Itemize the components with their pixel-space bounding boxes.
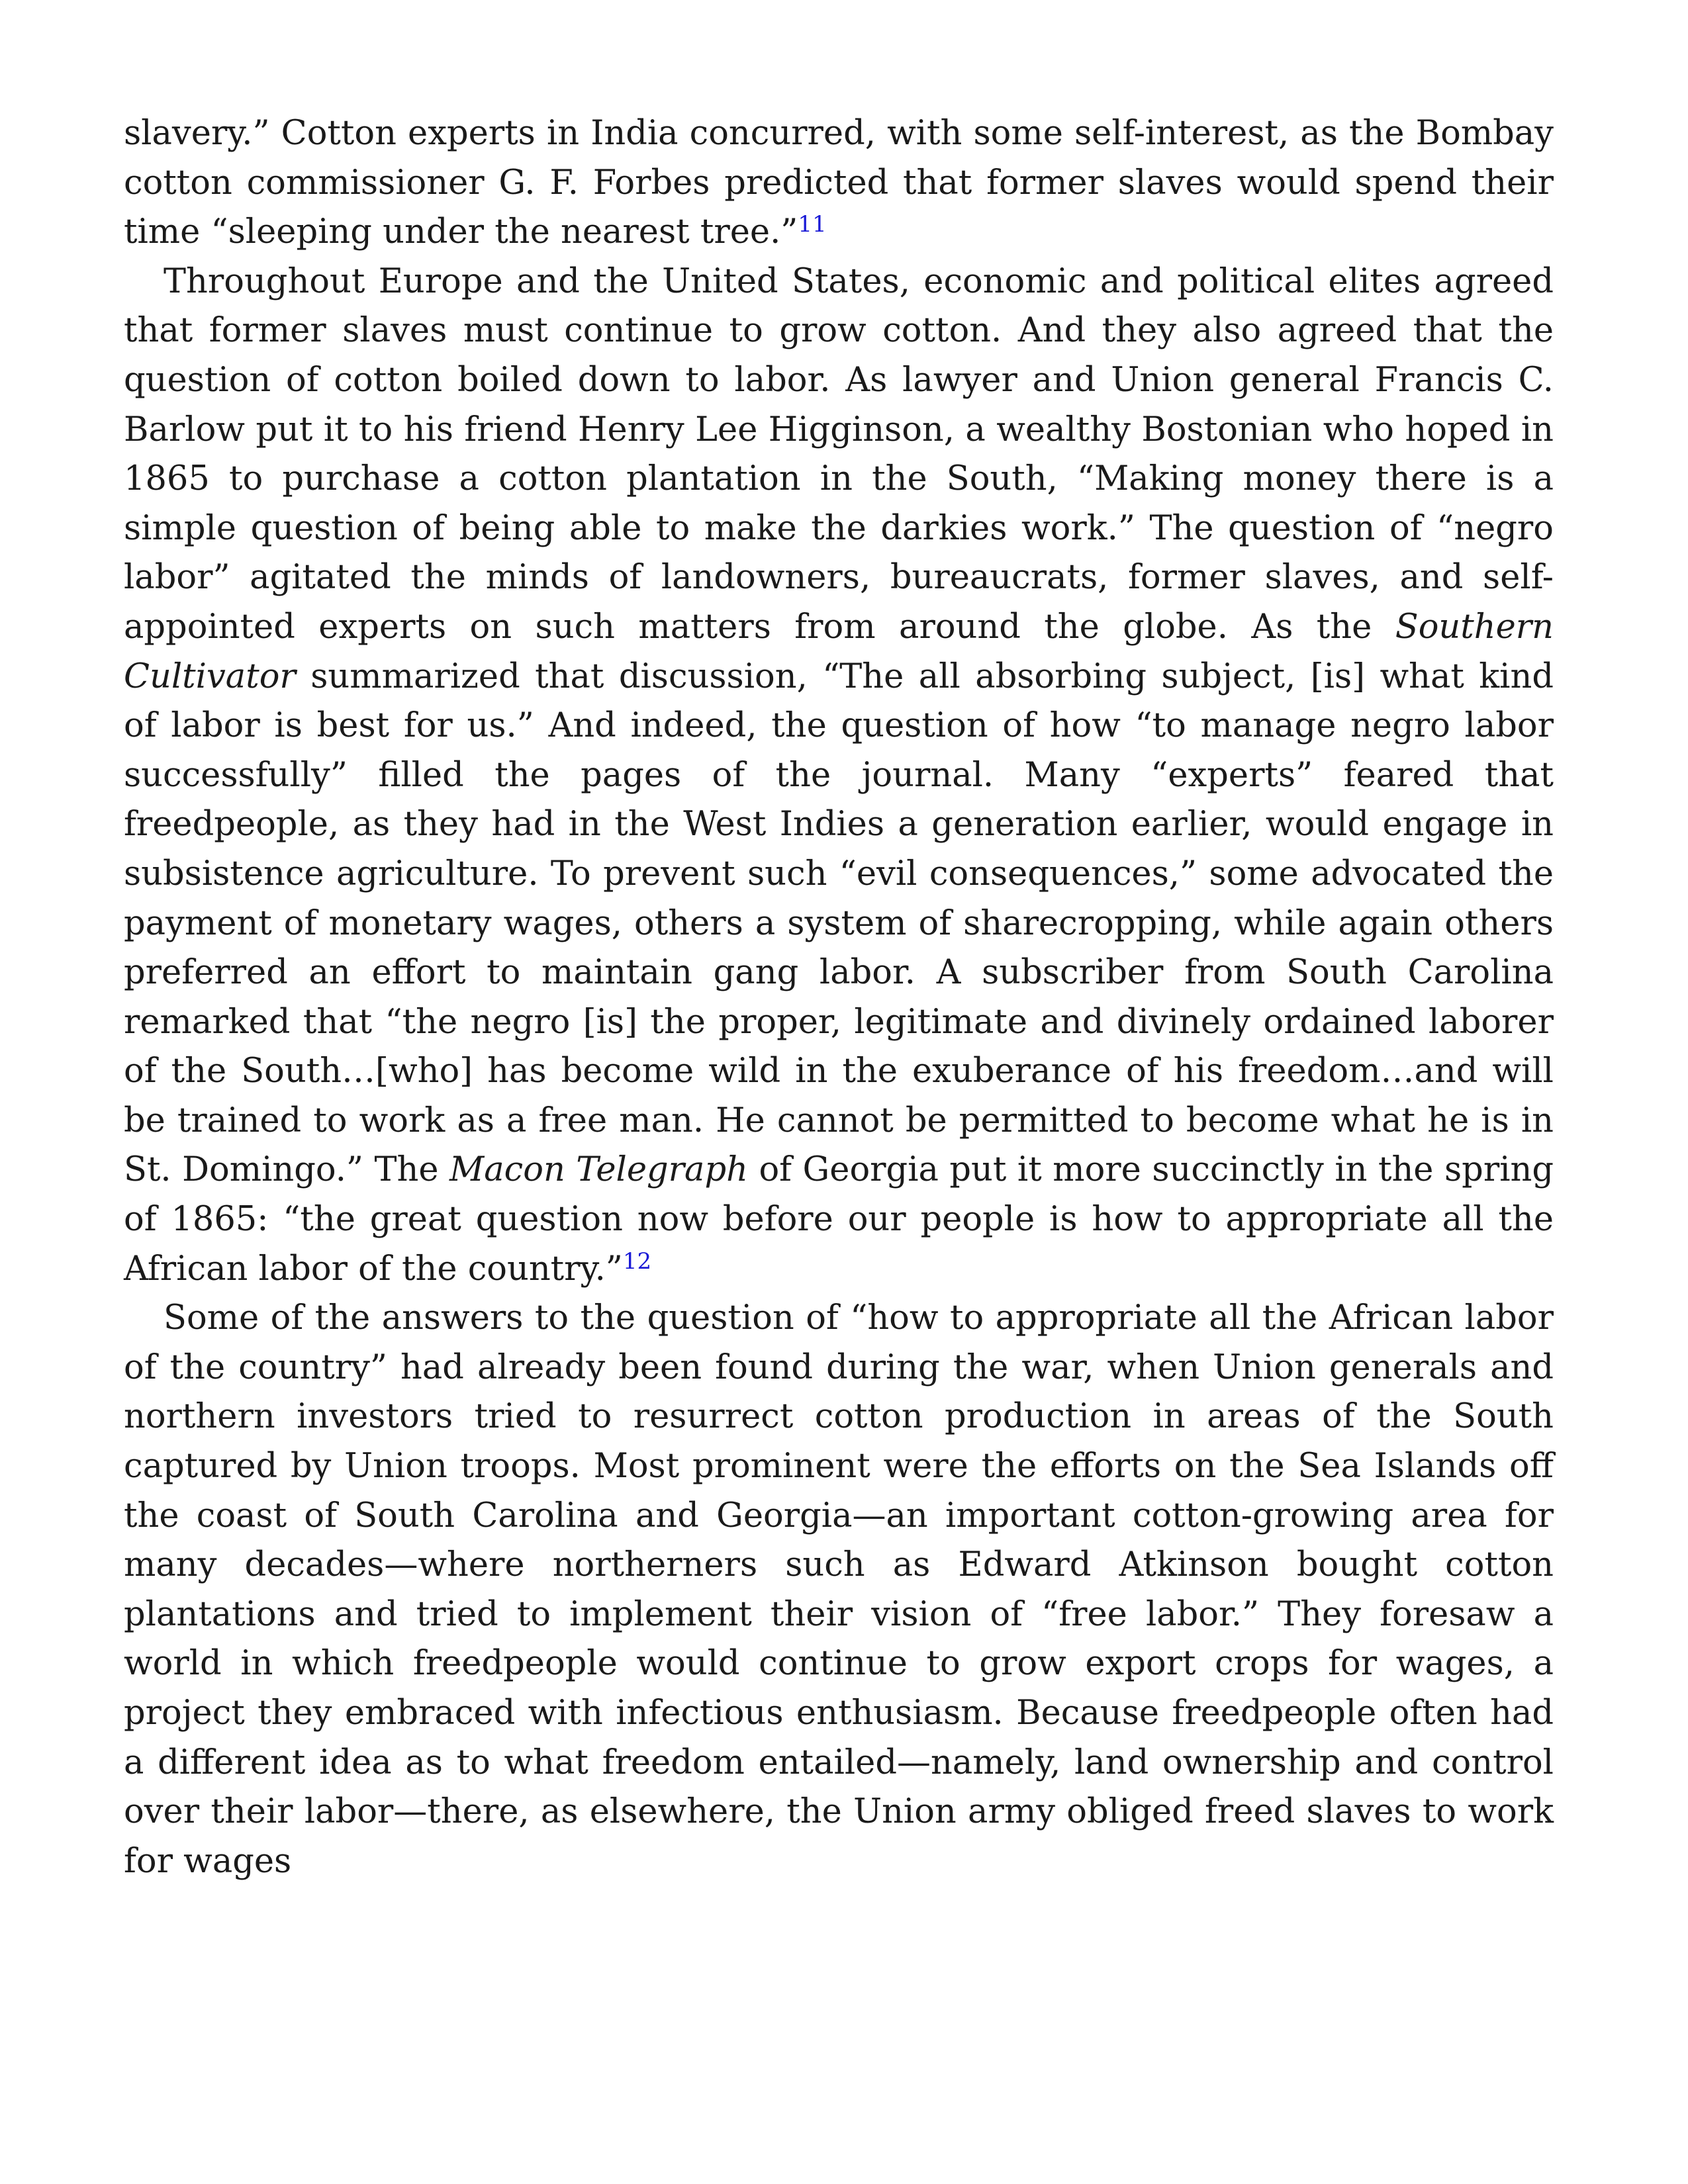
paragraph-2-text-b: summarized that discussion, “The all absorbing subject, [is] what kind of labor is best for us.” And indeed, the question of how “to manage negro labor successfully” filled the pages of the journal. Many “experts” feared that freedpeople, as they had in the West Indies a generation earlier, would engage in subsistence agriculture. To prevent such “evil consequences,” some advocated the payment of monetary wages, others a system of sharecropping, while again others preferred an effort to maintain gang labor. A subscriber from South Carolina remarked that “the negro [is] the proper, legitimate and divinely ordained laborer of the South…[who] has become wild in the exuberance of his freedom…and will be trained to work as a free man. He cannot be permitted to become what he is in St. Domingo.” The (124, 657, 1554, 1190)
publication-title-southern-cultivator: Southern Cultivator (124, 607, 1554, 696)
paragraph-3-text: Some of the answers to the question of “how to appropriate all the African labor of the country” had already been found during the war, when Union generals and northern investors tried to resurrect cotton production in areas of the South captured by Union troops. Most prominent were the efforts on the Sea Islands off the coast of South Carolina and Georgia—an important cotton-growing area for many decades—where northerners such as Edward Atkinson bought cotton plantations and tried to implement their vision of “free labor.” They foresaw a world in which freedpeople would continue to grow export crops for wages, a project they embraced with infectious enthusiasm. Because freedpeople often had a different idea as to what freedom entailed—namely, land ownership and control over their labor—there, as elsewhere, the Union army obliged freed slaves to work for wages (124, 1298, 1554, 1881)
paragraph-2-text-a: Throughout Europe and the United States, economic and political elites agreed that former slaves must continue to grow cotton. And they also agreed that the question of cotton boiled down to labor. As lawyer and Union general Francis C. Barlow put it to his friend Henry Lee Higginson, a wealthy Bostonian who hoped in 1865 to purchase a cotton plantation in the South, “Making money there is a simple question of being able to make the darkies work.” The question of “negro labor” agitated the minds of landowners, bureaucrats, former slaves, and self-appointed experts on such matters from around the globe. As the (124, 261, 1554, 647)
paragraph-1 (124, 109, 1554, 257)
paragraph-2 (124, 257, 1554, 1294)
publication-title-macon-telegraph: Macon Telegraph (449, 1150, 748, 1190)
book-page-body (124, 109, 1554, 1886)
paragraph-1-text: slavery.” Cotton experts in India concurred, with some self-interest, as the Bombay cotton commissioner G. F. Forbes predicted that former slaves would spend their time “sleeping under the nearest tree.” (124, 114, 1554, 252)
footnote-link-11[interactable]: 11 (798, 211, 827, 238)
paragraph-2-text-c: of Georgia put it more succinctly in the spring of 1865: “the great question now before our people is how to appropriate all the African labor of the country.” (124, 1150, 1554, 1289)
footnote-link-12[interactable]: 12 (622, 1248, 652, 1275)
paragraph-3 (124, 1294, 1554, 1886)
